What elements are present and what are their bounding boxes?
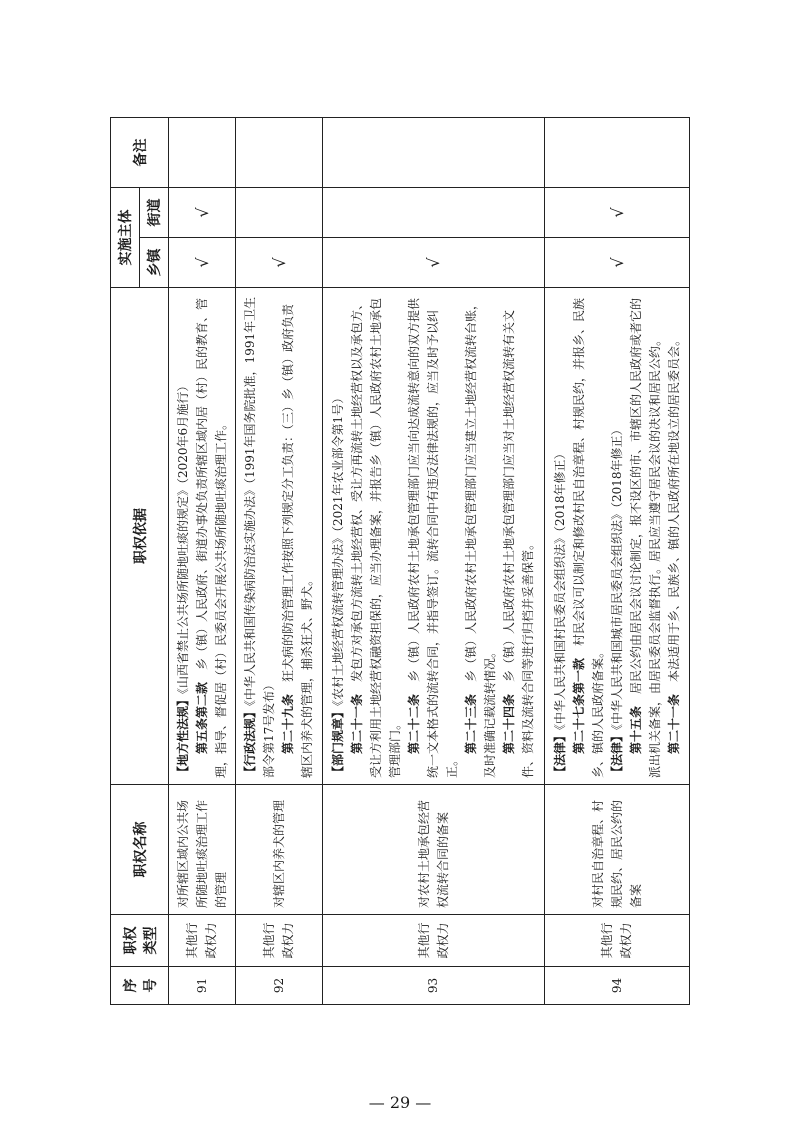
basis-line bbox=[551, 294, 570, 778]
article-number: 第二十四条 bbox=[502, 693, 517, 754]
basis-text: 《山西省禁止公共场所随地吐痰的规定》（2020年6月施行） bbox=[175, 379, 190, 694]
article-number: 第二十三条 bbox=[464, 693, 479, 754]
row-township-check: √ bbox=[169, 238, 236, 288]
row-type: 其他行政权力 bbox=[169, 915, 236, 967]
row-name: 对农村土地承包经营权流转合同的备案 bbox=[322, 785, 544, 915]
article-number: 第二十一条 bbox=[666, 693, 681, 754]
basis-tag: 【部门规章】 bbox=[331, 705, 346, 778]
row-basis bbox=[545, 288, 690, 785]
page-number: — 29 — bbox=[368, 1093, 432, 1112]
row-name: 对所辖区域内公共场所随地吐痰治理工作的管理 bbox=[169, 785, 236, 915]
header-subject: 实施主体 bbox=[111, 188, 140, 288]
powers-table bbox=[110, 117, 690, 1005]
basis-text: 乡（镇）人民政府农村土地承包管理部门应当对土地经营权流转有关文件、资料及流转合同等进行归档并妥善保管。 bbox=[502, 309, 536, 778]
basis-line bbox=[241, 294, 279, 778]
article-number: 第十五条 bbox=[628, 705, 643, 754]
header-remark: 备注 bbox=[111, 118, 169, 188]
rotated-table-wrapper bbox=[110, 118, 690, 1005]
row-remark bbox=[322, 118, 544, 188]
basis-text: 居民公约由居民会议讨论制定，报不设区的市、市辖区的人民政府或者它的派出机关备案，由居民委员会监督执行。居民应当遵守居民会议的决议和居民公约。 bbox=[628, 297, 662, 778]
row-seq: 93 bbox=[322, 967, 544, 1005]
header-township: 乡镇 bbox=[140, 238, 169, 288]
row-street-check: √ bbox=[169, 188, 236, 238]
article-number: 第五条第二款 bbox=[194, 681, 209, 754]
article-number: 第二十九条 bbox=[281, 693, 296, 754]
row-name: 对辖区内养犬的管理 bbox=[236, 785, 323, 915]
basis-line bbox=[608, 294, 627, 778]
row-type: 其他行政权力 bbox=[545, 915, 690, 967]
basis-line bbox=[174, 294, 193, 778]
row-seq: 94 bbox=[545, 967, 690, 1005]
header-type: 职权类型 bbox=[111, 915, 169, 967]
basis-tag: 【地方性法规】 bbox=[175, 693, 190, 778]
table-row bbox=[169, 118, 236, 1005]
basis-text: 发包方对承包方流转土地经营权、受让方再流转土地经营权以及承包方、受让方利用土地经营权融资担保的，应当办理备案，并报告乡（镇）人民政府农村土地承包管理部门。 bbox=[350, 297, 403, 778]
row-name: 对村民自治章程、村规民约、居民公约的备案 bbox=[545, 785, 690, 915]
row-street-check: √ bbox=[545, 188, 690, 238]
header-basis: 职权依据 bbox=[111, 288, 169, 785]
row-type: 其他行政权力 bbox=[322, 915, 544, 967]
basis-line bbox=[665, 294, 684, 778]
basis-text: 《农村土地经营权流转管理办法》（2021年农业部令第1号） bbox=[331, 391, 346, 706]
row-basis bbox=[322, 288, 544, 785]
row-remark bbox=[236, 118, 323, 188]
basis-tag: 【法律】 bbox=[552, 729, 567, 778]
basis-text: 狂犬病的防治管理工作按照下列规定分工负责：（三）乡（镇）政府负责辖区内养犬的管理，捕杀狂犬、野犬。 bbox=[281, 303, 315, 778]
basis-text: 本法适用于乡、民族乡、镇的人民政府所在地设立的居民委员会。 bbox=[666, 333, 681, 694]
basis-text: 乡（镇）人民政府、街道办事处负责所辖区域内居（村）民的教育、管理，指导、督促居（村）民委员会开展公共场所随地吐痰治理工作。 bbox=[194, 297, 228, 778]
row-seq: 92 bbox=[236, 967, 323, 1005]
basis-text: 村民会议可以制定和修改村民自治章程、村规民约，并报乡、民族乡、镇的人民政府备案。 bbox=[571, 297, 605, 778]
header-row bbox=[111, 118, 140, 1005]
row-basis bbox=[169, 288, 236, 785]
row-street-check bbox=[236, 188, 323, 238]
row-basis bbox=[236, 288, 323, 785]
basis-text: 乡（镇）人民政府农村土地承包管理部门应当向达成流转意向的双方提供统一文本格式的流转合同，并指导签订。流转合同中有违反法律法规的，应当及时予以纠正。 bbox=[407, 297, 460, 778]
table-row bbox=[545, 118, 690, 1005]
basis-line bbox=[193, 294, 231, 778]
basis-text: 《中华人民共和国城市居民委员会组织法》（2018年修正） bbox=[609, 423, 624, 730]
basis-line bbox=[329, 294, 348, 778]
row-township-check: √ bbox=[236, 238, 323, 288]
basis-tag: 【法律】 bbox=[609, 729, 624, 778]
basis-text: 乡（镇）人民政府农村土地承包管理部门应当建立土地经营权流转台账，及时准确记载流转情况。 bbox=[464, 297, 498, 778]
header-name: 职权名称 bbox=[111, 785, 169, 915]
article-number: 第二十一条 bbox=[350, 693, 365, 754]
basis-line bbox=[405, 294, 462, 778]
basis-line bbox=[279, 294, 317, 778]
row-seq: 91 bbox=[169, 967, 236, 1005]
basis-line bbox=[627, 294, 665, 778]
basis-text: 《中华人民共和国村民委员会组织法》（2018年修正） bbox=[552, 447, 567, 730]
header-seq: 序号 bbox=[111, 967, 169, 1005]
row-township-check: √ bbox=[545, 238, 690, 288]
basis-line bbox=[500, 294, 538, 778]
table-row bbox=[236, 118, 323, 1005]
article-number: 第二十七条第一款 bbox=[571, 657, 586, 754]
basis-line bbox=[570, 294, 608, 778]
basis-line bbox=[462, 294, 500, 778]
basis-text: 《中华人民共和国传染病防治法实施办法》（1991年国务院批准，1991年卫生部令第17号发布） bbox=[243, 296, 277, 778]
basis-tag: 【行政法规】 bbox=[243, 705, 258, 778]
header-street: 街道 bbox=[140, 188, 169, 238]
row-remark bbox=[169, 118, 236, 188]
row-street-check bbox=[322, 188, 544, 238]
row-township-check: √ bbox=[322, 238, 544, 288]
table-row bbox=[322, 118, 544, 1005]
article-number: 第二十二条 bbox=[407, 693, 422, 754]
row-type: 其他行政权力 bbox=[236, 915, 323, 967]
row-remark bbox=[545, 118, 690, 188]
basis-line bbox=[348, 294, 405, 778]
